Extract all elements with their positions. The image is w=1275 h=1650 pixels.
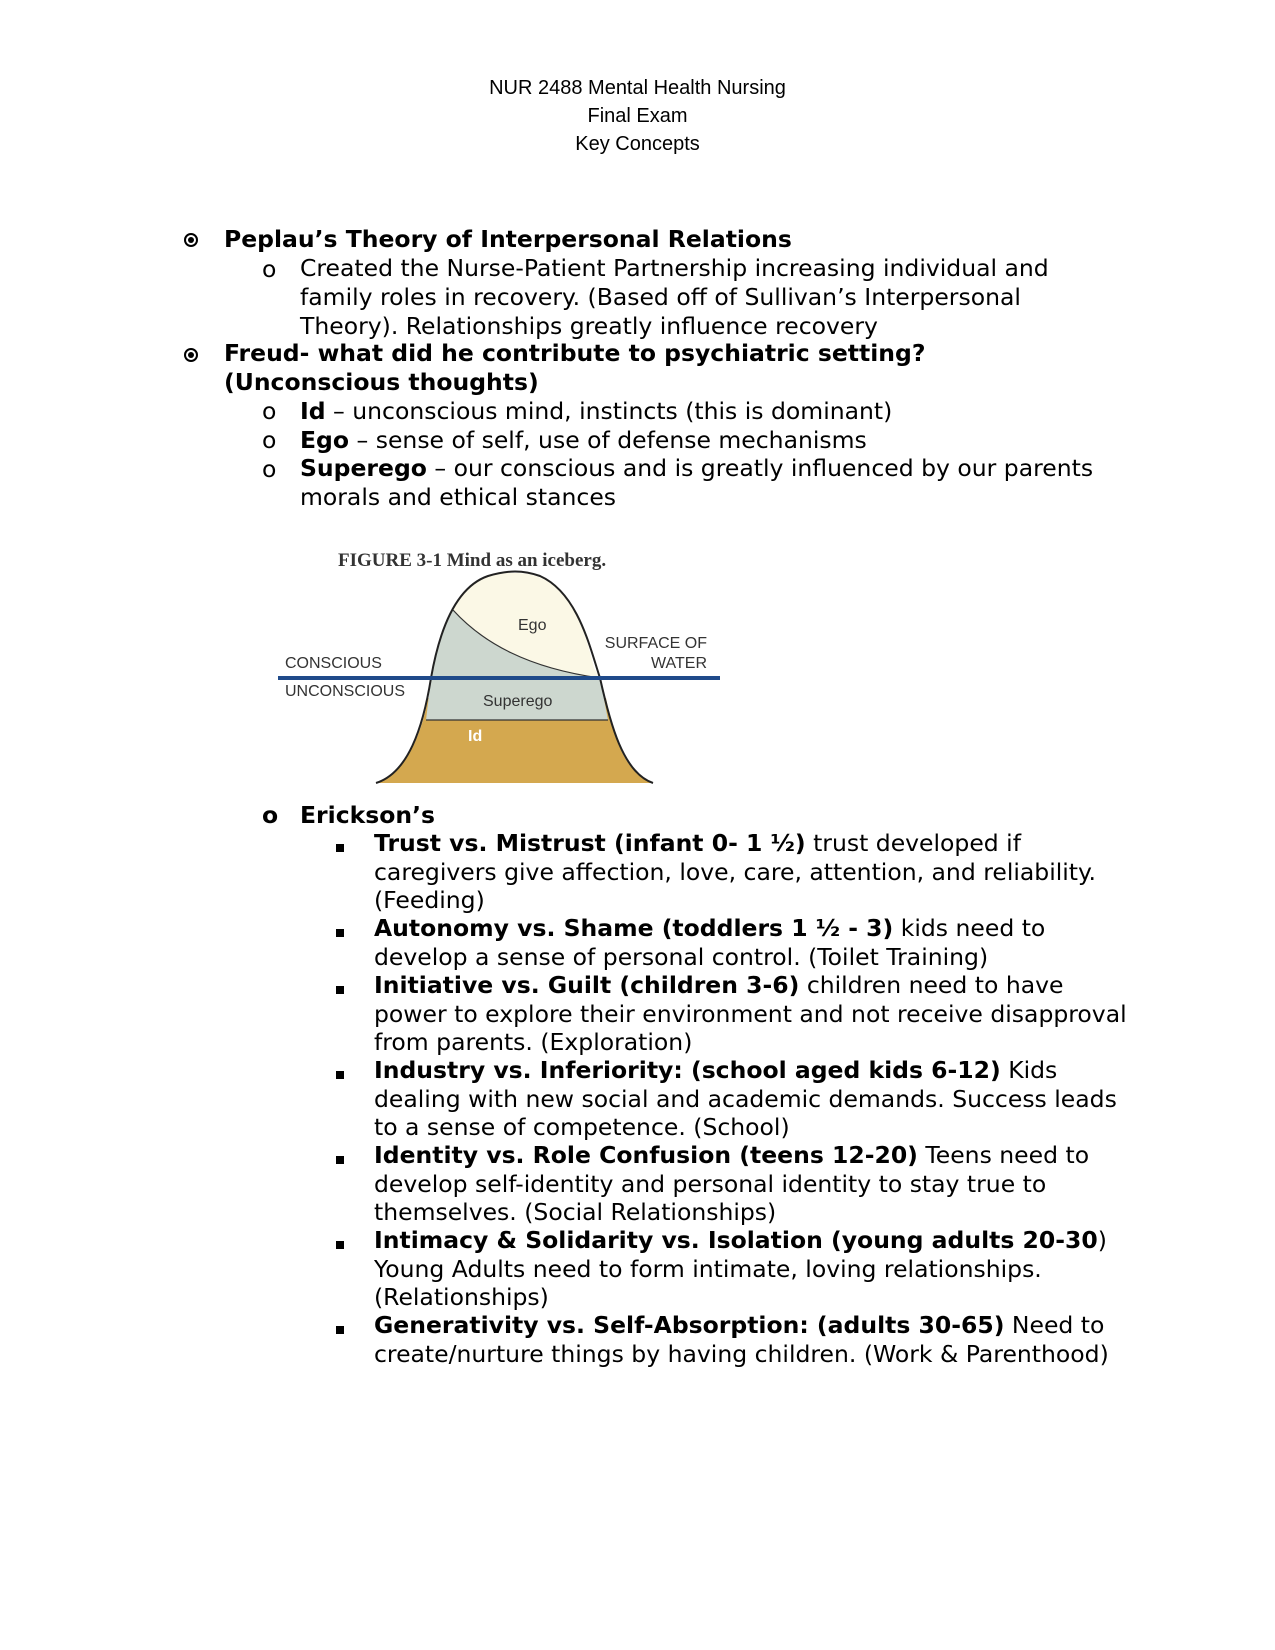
sub-bullet-marker: o: [262, 426, 277, 454]
superego-label: Superego: [483, 693, 553, 710]
unconscious-label: UNCONSCIOUS: [285, 683, 406, 700]
id-description: – unconscious mind, instincts (this is dominant): [325, 397, 893, 425]
stage-title: Identity vs. Role Confusion (teens 12-20): [374, 1141, 918, 1169]
ego-term: Ego: [300, 426, 350, 454]
surface-label-line2: WATER: [651, 655, 707, 672]
ego-description: – sense of self, use of defense mechanisms: [349, 426, 867, 454]
stage-description: kids need to develop a sense of personal control. (Toilet Training): [374, 914, 1046, 971]
conscious-label: CONSCIOUS: [285, 655, 382, 672]
iceberg-figure: [278, 548, 778, 820]
stage-description: Teens need to develop self-identity and personal identity to stay true to themselves. (Social Relationships): [374, 1141, 1090, 1226]
stage-description: ) Young Adults need to form intimate, loving relationships. (Relationships): [374, 1226, 1107, 1311]
square-bullet-icon: [336, 1326, 344, 1334]
header-exam-title: Final Exam: [587, 105, 688, 127]
square-bullet-icon: [336, 1156, 344, 1164]
peplau-heading: Peplau’s Theory of Interpersonal Relations: [224, 225, 792, 253]
superego-description: – our conscious and is greatly influenced by our parents morals and ethical stances: [300, 454, 1094, 511]
stage-title: Generativity vs. Self-Absorption: (adults 30-65): [374, 1311, 1005, 1339]
stage-description: children need to have power to explore their environment and not receive disapproval from parents. (Exploration): [374, 971, 1127, 1056]
circle-bullet-icon: [184, 233, 198, 247]
stage-title: Industry vs. Inferiority: (school aged kids 6-12): [374, 1056, 1001, 1084]
square-bullet-icon: [336, 986, 344, 994]
id-term: Id: [300, 397, 326, 425]
sub-bullet-marker: o: [262, 255, 277, 283]
header-course-title: NUR 2488 Mental Health Nursing: [489, 77, 786, 99]
stage-description: Kids dealing with new social and academic demands. Success leads to a sense of competence. (School): [374, 1056, 1117, 1141]
stage-title: Autonomy vs. Shame (toddlers 1 ½ - 3): [374, 914, 894, 942]
document-header: [0, 74, 1275, 158]
figure-caption: FIGURE 3-1 Mind as an iceberg.: [338, 550, 607, 571]
stage-title: Initiative vs. Guilt (children 3-6): [374, 971, 800, 999]
freud-heading: Freud- what did he contribute to psychiatric setting? (Unconscious thoughts): [224, 339, 926, 396]
square-bullet-icon: [336, 1071, 344, 1079]
square-bullet-icon: [336, 1241, 344, 1249]
sub-bullet-marker: o: [262, 397, 277, 425]
sub-bullet-marker: o: [262, 801, 279, 829]
stage-title: Trust vs. Mistrust (infant 0- 1 ½): [374, 829, 806, 857]
circle-bullet-icon: [184, 348, 198, 362]
id-label: Id: [468, 728, 483, 745]
peplau-description: Created the Nurse-Patient Partnership increasing individual and family roles in recovery. (Based off of Sullivan’s Interpersonal Theory). Relationships greatly influence recovery: [300, 254, 1049, 340]
iceberg-diagram: [278, 548, 778, 820]
sub-bullet-marker: o: [262, 455, 277, 483]
header-subtitle: Key Concepts: [575, 133, 700, 155]
erickson-heading: Erickson’s: [300, 801, 436, 829]
stage-description: Need to create/nurture things by having children. (Work & Parenthood): [374, 1311, 1109, 1368]
stage-title: Intimacy & Solidarity vs. Isolation (young adults 20-30: [374, 1226, 1098, 1254]
square-bullet-icon: [336, 844, 344, 852]
superego-term: Superego: [300, 454, 427, 482]
ego-label: Ego: [518, 617, 547, 634]
stage-description: trust developed if caregivers give affection, love, care, attention, and reliability. (Feeding): [374, 829, 1097, 914]
square-bullet-icon: [336, 929, 344, 937]
surface-label-line1: SURFACE OF: [604, 635, 707, 652]
